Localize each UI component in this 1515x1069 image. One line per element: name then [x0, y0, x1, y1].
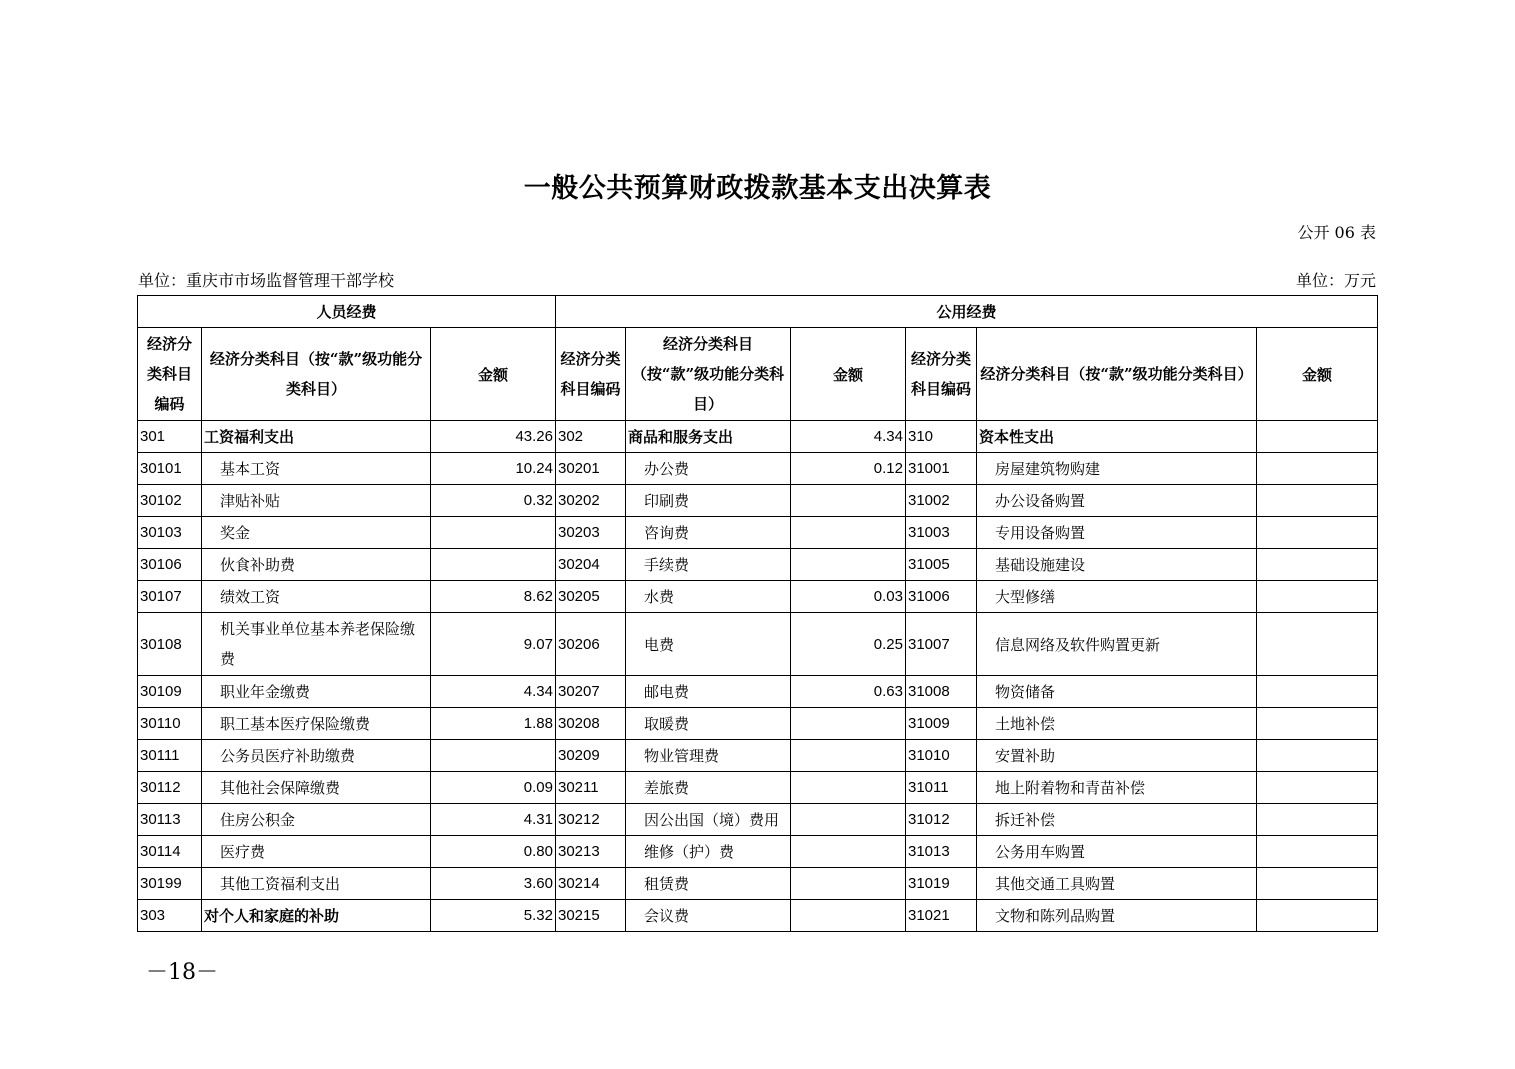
subject-code-cell: 30215 — [556, 900, 626, 932]
table-number: 公开 06 表 — [1297, 223, 1376, 242]
table-row — [138, 453, 1378, 485]
subject-name-cell: 水费 — [626, 581, 791, 613]
subject-code-cell: 30110 — [138, 708, 202, 740]
subject-code-cell: 31005 — [906, 549, 977, 581]
table-row — [138, 517, 1378, 549]
subject-name-cell: 取暖费 — [626, 708, 791, 740]
subject-name-cell: 租赁费 — [626, 868, 791, 900]
table-row — [138, 613, 1378, 676]
subject-code-cell: 31003 — [906, 517, 977, 549]
subject-code-cell: 30109 — [138, 676, 202, 708]
col-header-name: 经济分类科目（按“款”级功能分类科目） — [202, 328, 431, 421]
amount-cell: 4.34 — [431, 676, 556, 708]
amount-cell — [1257, 549, 1378, 581]
subject-code-cell: 31002 — [906, 485, 977, 517]
subject-name-cell: 房屋建筑物购建 — [977, 453, 1257, 485]
subject-name-cell: 安置补助 — [977, 740, 1257, 772]
subject-code-cell: 30111 — [138, 740, 202, 772]
amount-cell — [791, 549, 906, 581]
subject-code-cell: 30103 — [138, 517, 202, 549]
subject-code-cell: 30213 — [556, 836, 626, 868]
subject-name-cell: 物业管理费 — [626, 740, 791, 772]
subject-name-cell: 大型修缮 — [977, 581, 1257, 613]
table-row — [138, 581, 1378, 613]
group-header-personnel: 人员经费 — [138, 296, 556, 328]
reporting-unit: 单位：重庆市市场监督管理干部学校 — [138, 271, 395, 290]
subject-name-cell: 信息网络及软件购置更新 — [977, 613, 1257, 676]
amount-cell — [1257, 804, 1378, 836]
subject-name-cell: 其他工资福利支出 — [202, 868, 431, 900]
col-header-amount: 金额 — [431, 328, 556, 421]
amount-cell — [791, 772, 906, 804]
group-header-public: 公用经费 — [556, 296, 1378, 328]
subject-code-cell: 31010 — [906, 740, 977, 772]
amount-cell — [791, 708, 906, 740]
subject-name-cell: 土地补偿 — [977, 708, 1257, 740]
amount-cell: 8.62 — [431, 581, 556, 613]
subject-code-cell: 31013 — [906, 836, 977, 868]
subject-name-cell: 其他社会保障缴费 — [202, 772, 431, 804]
subject-code-cell: 30205 — [556, 581, 626, 613]
amount-cell: 0.32 — [431, 485, 556, 517]
table-row — [138, 740, 1378, 772]
subject-code-cell: 30199 — [138, 868, 202, 900]
col-header-name: 经济分类科目（按“款”级功能分类科目） — [977, 328, 1257, 421]
amount-cell: 4.34 — [791, 421, 906, 453]
subject-code-cell: 310 — [906, 421, 977, 453]
subject-name-cell: 住房公积金 — [202, 804, 431, 836]
subject-code-cell: 30207 — [556, 676, 626, 708]
subject-code-cell: 30204 — [556, 549, 626, 581]
amount-cell — [1257, 581, 1378, 613]
subject-code-cell: 30113 — [138, 804, 202, 836]
subject-code-cell: 30203 — [556, 517, 626, 549]
subject-code-cell: 30212 — [556, 804, 626, 836]
subject-name-cell: 机关事业单位基本养老保险缴费 — [202, 613, 431, 676]
subject-name-cell: 会议费 — [626, 900, 791, 932]
subject-name-cell: 物资储备 — [977, 676, 1257, 708]
amount-cell — [791, 804, 906, 836]
subject-name-cell: 邮电费 — [626, 676, 791, 708]
subject-name-cell: 文物和陈列品购置 — [977, 900, 1257, 932]
amount-cell — [1257, 613, 1378, 676]
subject-code-cell: 31006 — [906, 581, 977, 613]
subject-code-cell: 30107 — [138, 581, 202, 613]
amount-cell: 10.24 — [431, 453, 556, 485]
subject-code-cell: 31007 — [906, 613, 977, 676]
subject-name-cell: 办公费 — [626, 453, 791, 485]
col-header-code: 经济分类科目编码 — [138, 328, 202, 421]
subject-name-cell: 其他交通工具购置 — [977, 868, 1257, 900]
subject-name-cell: 工资福利支出 — [202, 421, 431, 453]
subject-code-cell: 31012 — [906, 804, 977, 836]
subject-name-cell: 绩效工资 — [202, 581, 431, 613]
table-row — [138, 772, 1378, 804]
subject-name-cell: 基本工资 — [202, 453, 431, 485]
subject-name-cell: 商品和服务支出 — [626, 421, 791, 453]
subject-name-cell: 地上附着物和青苗补偿 — [977, 772, 1257, 804]
table-row — [138, 868, 1378, 900]
amount-cell — [431, 517, 556, 549]
amount-cell — [791, 485, 906, 517]
subject-code-cell: 31021 — [906, 900, 977, 932]
subject-name-cell: 手续费 — [626, 549, 791, 581]
subject-code-cell: 31009 — [906, 708, 977, 740]
amount-cell: 0.80 — [431, 836, 556, 868]
subject-code-cell: 30108 — [138, 613, 202, 676]
subject-name-cell: 公务用车购置 — [977, 836, 1257, 868]
table-row — [138, 485, 1378, 517]
subject-name-cell: 医疗费 — [202, 836, 431, 868]
col-header-amount: 金额 — [791, 328, 906, 421]
amount-cell — [791, 836, 906, 868]
subject-code-cell: 30209 — [556, 740, 626, 772]
subject-name-cell: 维修（护）费 — [626, 836, 791, 868]
currency-unit: 单位：万元 — [1295, 271, 1376, 290]
table-row — [138, 676, 1378, 708]
subject-name-cell: 职工基本医疗保险缴费 — [202, 708, 431, 740]
col-header-amount: 金额 — [1257, 328, 1378, 421]
amount-cell — [791, 740, 906, 772]
amount-cell — [1257, 868, 1378, 900]
amount-cell — [1257, 453, 1378, 485]
subject-name-cell: 因公出国（境）费用 — [626, 804, 791, 836]
amount-cell — [431, 549, 556, 581]
subject-name-cell: 拆迁补偿 — [977, 804, 1257, 836]
subject-name-cell: 职业年金缴费 — [202, 676, 431, 708]
amount-cell: 0.12 — [791, 453, 906, 485]
subject-code-cell: 30102 — [138, 485, 202, 517]
table-row — [138, 900, 1378, 932]
subject-name-cell: 咨询费 — [626, 517, 791, 549]
amount-cell — [791, 868, 906, 900]
subject-name-cell: 奖金 — [202, 517, 431, 549]
amount-cell: 4.31 — [431, 804, 556, 836]
amount-cell: 0.03 — [791, 581, 906, 613]
col-header-code: 经济分类科目编码 — [556, 328, 626, 421]
amount-cell — [1257, 740, 1378, 772]
subject-name-cell: 专用设备购置 — [977, 517, 1257, 549]
amount-cell: 0.09 — [431, 772, 556, 804]
subject-code-cell: 30211 — [556, 772, 626, 804]
table-row — [138, 421, 1378, 453]
table-row — [138, 708, 1378, 740]
amount-cell — [1257, 900, 1378, 932]
subject-code-cell: 30114 — [138, 836, 202, 868]
col-header-name: 经济分类科目（按“款”级功能分类科目） — [626, 328, 791, 421]
amount-cell — [1257, 421, 1378, 453]
table-row — [138, 549, 1378, 581]
amount-cell: 5.32 — [431, 900, 556, 932]
subject-code-cell: 30214 — [556, 868, 626, 900]
amount-cell — [1257, 676, 1378, 708]
amount-cell — [431, 740, 556, 772]
col-header-code: 经济分类科目编码 — [906, 328, 977, 421]
subject-name-cell: 资本性支出 — [977, 421, 1257, 453]
subject-name-cell: 公务员医疗补助缴费 — [202, 740, 431, 772]
subject-name-cell: 伙食补助费 — [202, 549, 431, 581]
subject-code-cell: 31001 — [906, 453, 977, 485]
subject-name-cell: 电费 — [626, 613, 791, 676]
table-row — [138, 804, 1378, 836]
amount-cell — [791, 517, 906, 549]
subject-name-cell: 基础设施建设 — [977, 549, 1257, 581]
subject-code-cell: 30202 — [556, 485, 626, 517]
subject-code-cell: 30208 — [556, 708, 626, 740]
subject-code-cell: 30201 — [556, 453, 626, 485]
page-title: 一般公共预算财政拨款基本支出决算表 — [523, 173, 992, 204]
amount-cell: 9.07 — [431, 613, 556, 676]
amount-cell — [791, 900, 906, 932]
subject-code-cell: 301 — [138, 421, 202, 453]
amount-cell — [1257, 485, 1378, 517]
subject-name-cell: 印刷费 — [626, 485, 791, 517]
table-row — [138, 836, 1378, 868]
subject-code-cell: 303 — [138, 900, 202, 932]
amount-cell: 43.26 — [431, 421, 556, 453]
subject-name-cell: 津贴补贴 — [202, 485, 431, 517]
amount-cell: 1.88 — [431, 708, 556, 740]
amount-cell: 3.60 — [431, 868, 556, 900]
amount-cell — [1257, 708, 1378, 740]
subject-code-cell: 30112 — [138, 772, 202, 804]
subject-name-cell: 差旅费 — [626, 772, 791, 804]
subject-code-cell: 30206 — [556, 613, 626, 676]
subject-code-cell: 31019 — [906, 868, 977, 900]
page-number: －18－ — [146, 960, 218, 985]
expenditure-table — [137, 295, 1378, 932]
amount-cell — [1257, 772, 1378, 804]
subject-code-cell: 30106 — [138, 549, 202, 581]
subject-code-cell: 30101 — [138, 453, 202, 485]
amount-cell: 0.25 — [791, 613, 906, 676]
amount-cell — [1257, 836, 1378, 868]
amount-cell — [1257, 517, 1378, 549]
subject-code-cell: 31011 — [906, 772, 977, 804]
subject-code-cell: 302 — [556, 421, 626, 453]
amount-cell: 0.63 — [791, 676, 906, 708]
subject-name-cell: 办公设备购置 — [977, 485, 1257, 517]
subject-name-cell: 对个人和家庭的补助 — [202, 900, 431, 932]
subject-code-cell: 31008 — [906, 676, 977, 708]
